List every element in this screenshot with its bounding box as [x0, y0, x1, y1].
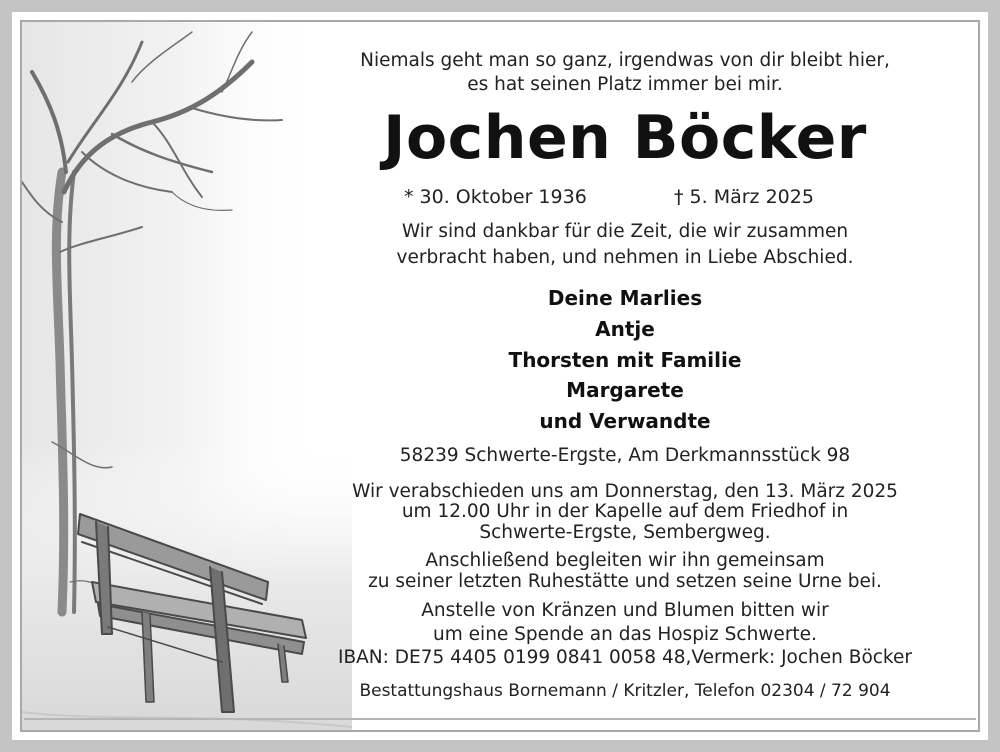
- life-dates: [280, 184, 970, 210]
- funeral-line-5: zu seiner letzten Ruhestätte und setzen seine Urne bei.: [368, 571, 882, 592]
- gratitude-line-1: Wir sind dankbar für die Zeit, die wir zusammen: [401, 221, 849, 242]
- funeral-line-4: Anschließend begleiten wir ihn gemeinsam: [425, 550, 825, 571]
- epigraph-line-2: es hat seinen Platz immer bei mir.: [467, 74, 783, 95]
- donation-iban: IBAN: DE75 4405 0199 0841 0058 48,Vermerk: Jochen Böcker: [338, 647, 912, 668]
- mourner-item: Thorsten mit Familie: [508, 348, 742, 372]
- funeral-line-3: Schwerte-Ergste, Sembergweg.: [479, 522, 771, 543]
- mourner-item: Margarete: [566, 378, 684, 402]
- undertaker-contact: Bestattungshaus Bornemann / Kritzler, Telefon 02304 / 72 904: [359, 681, 891, 701]
- family-address: 58239 Schwerte-Ergste, Am Derkmannsstück 98: [399, 445, 851, 466]
- death-date: † 5. März 2025: [674, 186, 814, 208]
- mourner-item: Deine Marlies: [547, 286, 703, 310]
- deceased-name: Jochen Böcker: [383, 103, 867, 173]
- gratitude-line-2: verbracht haben, und nehmen in Liebe Abschied.: [396, 247, 854, 268]
- donation-line-2: um eine Spende an das Hospiz Schwerte.: [433, 624, 817, 645]
- birth-date: * 30. Oktober 1936: [404, 186, 587, 208]
- donation-line-1: Anstelle von Kränzen und Blumen bitten wir: [421, 600, 829, 621]
- funeral-line-2: um 12.00 Uhr in der Kapelle auf dem Friedhof in: [401, 501, 849, 522]
- notice-text: [280, 22, 970, 732]
- mourner-item: und Verwandte: [539, 409, 711, 433]
- notice-panel: [20, 20, 980, 732]
- mourner-item: Antje: [595, 317, 655, 341]
- funeral-line-1: Wir verabschieden uns am Donnerstag, den 13. März 2025: [352, 481, 898, 502]
- bottom-rule: [24, 718, 976, 720]
- epigraph-line-1: Niemals geht man so ganz, irgendwas von dir bleibt hier,: [360, 50, 890, 71]
